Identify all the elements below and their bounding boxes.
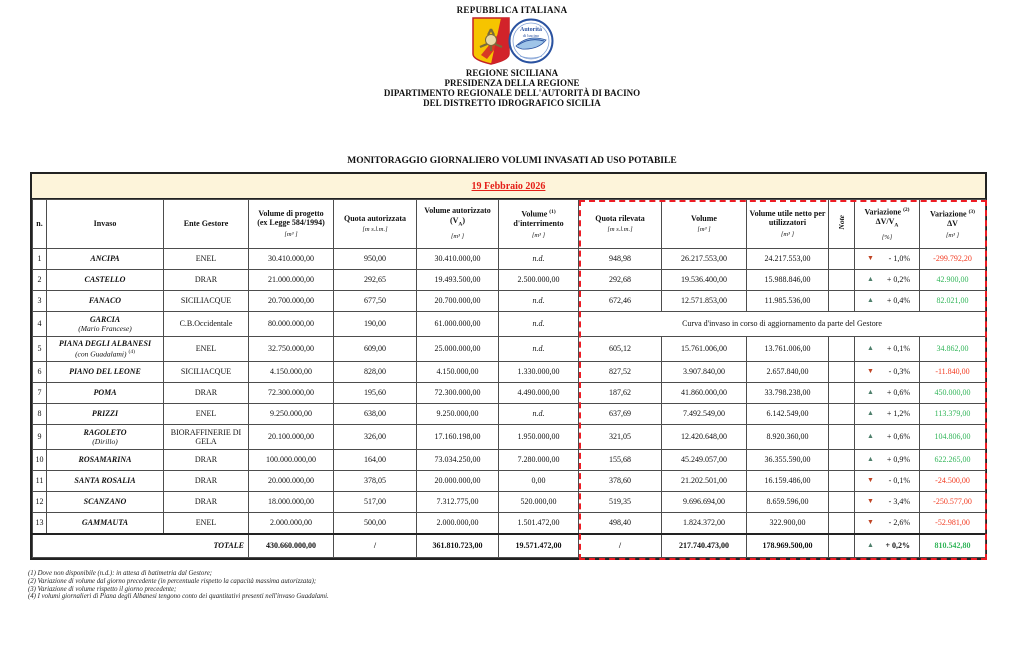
totale-variation-volume-cell: [920, 534, 986, 558]
net-usable-volume: 15.988.846,00: [747, 270, 829, 291]
variation-volume: 113.379,00: [934, 409, 971, 419]
silting-volume: n.d.: [499, 249, 579, 270]
measured-level: 378,60: [579, 471, 662, 492]
authorized-volume: 2.000.000,00: [417, 513, 499, 534]
column-header-label: Ente Gestore: [183, 219, 229, 229]
authorized-volume: 20.000.000,00: [417, 471, 499, 492]
authorized-volume: 4.150.000,00: [417, 362, 499, 383]
triangle-up-icon: ▲: [867, 541, 874, 549]
variation-percent: - 0,1%: [888, 476, 910, 486]
row-number: 6: [33, 362, 47, 383]
variation-percent: + 0,6%: [886, 432, 910, 442]
silting-volume: 520.000,00: [499, 492, 579, 513]
column-header-label: Variazione $^{(2)}$: [864, 206, 910, 217]
authorized-level: 950,00: [334, 249, 417, 270]
variation-percent-cell: [855, 425, 920, 450]
totale-silting-volume: 19.571.472,00: [499, 534, 579, 558]
note-cell: [829, 492, 855, 513]
column-header-interrimento: [499, 200, 579, 249]
measured-level: 672,46: [579, 291, 662, 312]
net-usable-volume: 8.659.596,00: [747, 492, 829, 513]
net-usable-volume: 16.159.486,00: [747, 471, 829, 492]
column-header-label: Quota rilevata: [595, 213, 645, 223]
measured-level: 827,52: [579, 362, 662, 383]
variation-percent-cell: [855, 337, 920, 362]
design-volume: 100.000.000,00: [249, 450, 334, 471]
row-number: 9: [33, 425, 47, 450]
managing-entity: DRAR: [164, 492, 249, 513]
silting-volume: 0,00: [499, 471, 579, 492]
totale-measured-level: /: [579, 534, 662, 558]
design-volume: 20.700.000,00: [249, 291, 334, 312]
variation-volume: 82.021,00: [936, 296, 969, 306]
variation-percent: + 1,2%: [886, 409, 910, 419]
authorized-volume: 19.493.500,00: [417, 270, 499, 291]
silting-volume: n.d.: [499, 312, 579, 337]
variation-percent-cell: [855, 362, 920, 383]
measured-volume: 7.492.549,00: [662, 404, 747, 425]
authorized-level: 609,00: [334, 337, 417, 362]
column-header-label: Invaso: [93, 219, 117, 229]
variation-volume-cell: [920, 450, 986, 471]
reservoir-name: ROSAMARINA: [47, 450, 164, 471]
variation-volume: 450.000,00: [934, 388, 971, 398]
variation-percent-cell: [855, 450, 920, 471]
table-row-9: [33, 425, 986, 450]
table-row-12: [33, 492, 986, 513]
net-usable-volume: 2.657.840,00: [747, 362, 829, 383]
variation-percent: + 0,2%: [885, 541, 910, 550]
reservoir-name: PRIZZI: [47, 404, 164, 425]
reservoir-name: POMA: [47, 383, 164, 404]
measured-level: 292,68: [579, 270, 662, 291]
variation-percent: - 0,3%: [888, 367, 910, 377]
variation-percent-cell: [855, 383, 920, 404]
reservoir-name: PIANO DEL LEONE: [47, 362, 164, 383]
reservoir-name: GAMMAUTA: [47, 513, 164, 534]
net-usable-volume: 322.900,00: [747, 513, 829, 534]
variation-volume-cell: [920, 362, 986, 383]
reservoir-name: FANACO: [47, 291, 164, 312]
net-usable-volume: 8.920.360,00: [747, 425, 829, 450]
managing-entity: ENEL: [164, 513, 249, 534]
variation-volume: 104.806,00: [934, 432, 971, 442]
variation-percent: + 0,4%: [886, 296, 910, 306]
silting-volume: 2.500.000,00: [499, 270, 579, 291]
table-body: [33, 249, 986, 558]
totale-net-usable-volume: 178.969.500,00: [747, 534, 829, 558]
column-header-gestore: [164, 200, 249, 249]
variation-percent-cell: [855, 270, 920, 291]
measured-volume: 45.249.057,00: [662, 450, 747, 471]
variation-percent-cell: [855, 513, 920, 534]
authorized-volume: 61.000.000,00: [417, 312, 499, 337]
silting-volume: n.d.: [499, 337, 579, 362]
row-number: 1: [33, 249, 47, 270]
managing-entity: ENEL: [164, 404, 249, 425]
column-header-invaso: [47, 200, 164, 249]
note-cell: [829, 471, 855, 492]
report-date: 19 Febbraio 2026: [471, 180, 546, 192]
managing-entity: DRAR: [164, 450, 249, 471]
table-row-5: [33, 337, 986, 362]
measured-volume: 21.202.501,00: [662, 471, 747, 492]
page-title: MONITORAGGIO GIORNALIERO VOLUMI INVASATI AD USO POTABILE: [347, 156, 677, 166]
svg-text:Autorità: Autorità: [519, 26, 542, 33]
reservoir-name: GARCIA (Mario Francese): [47, 312, 164, 337]
column-header-formula: ΔV: [947, 219, 958, 229]
column-header-label: Volume autorizzato: [424, 206, 491, 216]
column-header-label: Volume utile netto per utilizzatori: [749, 208, 826, 228]
table-row-13: [33, 513, 986, 534]
table-row-10: [33, 450, 986, 471]
row-number: 5: [33, 337, 47, 362]
sicily-coat-of-arms-logo: [471, 17, 511, 70]
measured-volume: 12.571.853,00: [662, 291, 747, 312]
basin-authority-logo: [508, 18, 554, 69]
variation-volume: -52.981,00: [935, 518, 970, 527]
silting-volume: 7.280.000,00: [499, 450, 579, 471]
column-header-label: Volume: [691, 213, 717, 223]
note-cell: [829, 383, 855, 404]
managing-entity: DRAR: [164, 270, 249, 291]
managing-entity: SICILIACQUE: [164, 362, 249, 383]
measured-volume: 1.824.372,00: [662, 513, 747, 534]
design-volume: 80.000.000,00: [249, 312, 334, 337]
measured-level: 519,35: [579, 492, 662, 513]
column-header-unit: [m s.l.m.]: [607, 226, 633, 233]
authorized-volume: 72.300.000,00: [417, 383, 499, 404]
variation-volume: -250.577,00: [933, 497, 972, 507]
authorized-level: 677,50: [334, 291, 417, 312]
authorized-volume: 73.034.250,00: [417, 450, 499, 471]
footnote-1: (1) Dove non disponibile (n.d.): in attesa di batimetria dal Gestore;: [28, 570, 212, 577]
monitoring-table: [32, 199, 986, 558]
measured-level: 187,62: [579, 383, 662, 404]
republic-title: REPUBBLICA ITALIANA: [456, 5, 568, 15]
silting-volume: 1.330.000,00: [499, 362, 579, 383]
column-header-label: n.: [36, 219, 43, 229]
net-usable-volume: 33.798.238,00: [747, 383, 829, 404]
variation-percent-cell: [855, 249, 920, 270]
triangle-up-icon: ▲: [867, 275, 874, 284]
measured-level: 605,12: [579, 337, 662, 362]
variation-volume: -299.792,20: [933, 254, 972, 264]
design-volume: 2.000.000,00: [249, 513, 334, 534]
totale-variation-percent-cell: [855, 534, 920, 558]
merged-message: Curva d'invaso in corso di aggiornamento da parte del Gestore: [579, 312, 986, 337]
column-header-label: Variazione $^{(3)}$: [929, 208, 975, 219]
managing-entity: ENEL: [164, 337, 249, 362]
variation-volume: 622.265,00: [934, 455, 971, 465]
column-header-var_dv: [920, 200, 986, 249]
measured-level: 321,05: [579, 425, 662, 450]
footnotes: [28, 570, 329, 601]
silting-volume: 4.490.000,00: [499, 383, 579, 404]
column-header-n: [33, 200, 47, 249]
silting-volume: 1.501.472,00: [499, 513, 579, 534]
table-wrap: [30, 172, 987, 560]
authorized-level: 638,00: [334, 404, 417, 425]
silting-volume: 1.950.000,00: [499, 425, 579, 450]
design-volume: 21.000.000,00: [249, 270, 334, 291]
silting-volume: n.d.: [499, 404, 579, 425]
variation-volume: -24.500,00: [935, 476, 970, 486]
table-row-3: [33, 291, 986, 312]
column-header-note: [829, 200, 855, 249]
triangle-down-icon: ▼: [867, 518, 874, 526]
column-header-label: Note: [836, 215, 846, 231]
variation-percent: + 0,1%: [886, 344, 910, 354]
variation-volume-cell: [920, 270, 986, 291]
net-usable-volume: 11.985.536,00: [747, 291, 829, 312]
totale-label: TOTALE: [33, 534, 249, 558]
row-number: 13: [33, 513, 47, 534]
variation-volume-cell: [920, 337, 986, 362]
variation-percent-cell: [855, 291, 920, 312]
note-cell: [829, 450, 855, 471]
measured-level: 498,40: [579, 513, 662, 534]
variation-percent: + 0,2%: [886, 275, 910, 285]
row-number: 4: [33, 312, 47, 337]
row-number: 7: [33, 383, 47, 404]
table-row-4: [33, 312, 986, 337]
triangle-up-icon: ▲: [867, 409, 874, 418]
authorized-level: 195,60: [334, 383, 417, 404]
totale-authorized-level: /: [334, 534, 417, 558]
org-line-4: DEL DISTRETTO IDROGRAFICO SICILIA: [423, 98, 601, 108]
authorized-level: 164,00: [334, 450, 417, 471]
variation-volume-cell: [920, 513, 986, 534]
triangle-up-icon: ▲: [867, 455, 874, 464]
note-cell: [829, 513, 855, 534]
variation-percent-cell: [855, 404, 920, 425]
managing-entity: BIORAFFINERIE DI GELA: [164, 425, 249, 450]
measured-level: 948,98: [579, 249, 662, 270]
column-header-quota_ril: [579, 200, 662, 249]
org-line-1: REGIONE SICILIANA: [465, 68, 559, 78]
totale-design-volume: 430.660.000,00: [249, 534, 334, 558]
table-row-11: [33, 471, 986, 492]
date-band: [32, 174, 985, 199]
reservoir-name: RAGOLETO (Dirillo): [47, 425, 164, 450]
managing-entity: DRAR: [164, 383, 249, 404]
design-volume: 4.150.000,00: [249, 362, 334, 383]
variation-volume: 42.900,00: [936, 275, 969, 285]
variation-volume-cell: [920, 291, 986, 312]
note-cell: [829, 249, 855, 270]
design-volume: 32.750.000,00: [249, 337, 334, 362]
silting-volume: n.d.: [499, 291, 579, 312]
column-header-vol_utile: [747, 200, 829, 249]
table-row-1: [33, 249, 986, 270]
note-cell: [829, 291, 855, 312]
authorized-volume: 20.700.000,00: [417, 291, 499, 312]
measured-level: 637,69: [579, 404, 662, 425]
table-row-6: [33, 362, 986, 383]
managing-entity: ENEL: [164, 249, 249, 270]
column-header-label: Volume di progetto (ex Legge 584/1994): [257, 208, 325, 228]
footnote-2: (2) Variazione di volume dal giorno precedente (in percentuale rispetto la capacità massima autorizzata);: [28, 577, 317, 585]
row-number: 12: [33, 492, 47, 513]
net-usable-volume: 36.355.590,00: [747, 450, 829, 471]
net-usable-volume: 6.142.549,00: [747, 404, 829, 425]
authorized-level: 828,00: [334, 362, 417, 383]
net-usable-volume: 24.217.553,00: [747, 249, 829, 270]
row-number: 3: [33, 291, 47, 312]
variation-percent: - 2,6%: [888, 518, 910, 527]
measured-volume: 41.860.000,00: [662, 383, 747, 404]
header-logos: [0, 18, 1024, 68]
managing-entity: C.B.Occidentale: [164, 312, 249, 337]
measured-level: 155,68: [579, 450, 662, 471]
totale-note-cell: [829, 534, 855, 558]
row-number: 11: [33, 471, 47, 492]
column-header-quota_aut: [334, 200, 417, 249]
footnote-3: (3) Variazione di volume rispetto il giorno precedente;: [28, 585, 177, 593]
columns-row: [33, 200, 986, 249]
authorized-level: 517,00: [334, 492, 417, 513]
design-volume: 20.000.000,00: [249, 471, 334, 492]
row-number: 10: [33, 450, 47, 471]
column-header-unit: [%]: [881, 233, 893, 241]
triangle-down-icon: ▼: [867, 497, 874, 506]
variation-percent-cell: [855, 492, 920, 513]
column-header-var_pct: [855, 200, 920, 249]
note-cell: [829, 337, 855, 362]
authorized-level: 326,00: [334, 425, 417, 450]
reservoir-name: SCANZANO: [47, 492, 164, 513]
variation-percent: - 3,4%: [888, 497, 910, 507]
totale-row: [33, 534, 986, 558]
variation-volume-cell: [920, 383, 986, 404]
authorized-level: 292,65: [334, 270, 417, 291]
net-usable-volume: 13.761.006,00: [747, 337, 829, 362]
row-number: 2: [33, 270, 47, 291]
column-header-label: Volume $^{(1)}$ d'interrimento: [513, 208, 564, 229]
triangle-up-icon: ▲: [867, 432, 874, 441]
column-header-unit: [m³ ]: [284, 230, 298, 238]
row-number: 8: [33, 404, 47, 425]
authorized-volume: 9.250.000,00: [417, 404, 499, 425]
variation-volume: 810.542,80: [934, 541, 971, 550]
variation-volume-cell: [920, 425, 986, 450]
variation-percent: + 0,6%: [886, 388, 910, 398]
variation-volume-cell: [920, 249, 986, 270]
variation-volume: 34.862,00: [936, 344, 969, 354]
note-cell: [829, 270, 855, 291]
authorized-level: 378,05: [334, 471, 417, 492]
reservoir-name: CASTELLO: [47, 270, 164, 291]
totale-authorized-volume: 361.810.723,00: [417, 534, 499, 558]
triangle-up-icon: ▲: [867, 388, 874, 397]
measured-volume: 12.420.648,00: [662, 425, 747, 450]
measured-volume: 19.536.400,00: [662, 270, 747, 291]
note-cell: [829, 404, 855, 425]
design-volume: 30.410.000,00: [249, 249, 334, 270]
design-volume: 72.300.000,00: [249, 383, 334, 404]
variation-percent: - 1,0%: [888, 254, 910, 264]
variation-volume: -11.840,00: [935, 367, 970, 377]
variation-percent-cell: [855, 471, 920, 492]
org-line-3: DIPARTIMENTO REGIONALE DELL'AUTORITÀ DI BACINO: [383, 88, 641, 98]
column-header-vol_aut: [417, 200, 499, 249]
column-header-unit: [m s.l.m.]: [362, 226, 388, 233]
column-header-unit: [m³ ]: [697, 226, 711, 233]
variation-percent: + 0,9%: [886, 455, 910, 465]
reservoir-name: ANCIPA: [47, 249, 164, 270]
authorized-level: 190,00: [334, 312, 417, 337]
authorized-volume: 7.312.775,00: [417, 492, 499, 513]
column-header-unit: [m³ ]: [780, 230, 795, 238]
authorized-volume: 30.410.000,00: [417, 249, 499, 270]
authorized-volume: 17.160.198,00: [417, 425, 499, 450]
triangle-down-icon: ▼: [867, 367, 874, 376]
design-volume: 20.100.000,00: [249, 425, 334, 450]
triangle-down-icon: ▼: [867, 254, 874, 263]
variation-volume-cell: [920, 492, 986, 513]
authorized-level: 500,00: [334, 513, 417, 534]
table-row-7: [33, 383, 986, 404]
managing-entity: DRAR: [164, 471, 249, 492]
measured-volume: 26.217.553,00: [662, 249, 747, 270]
reservoir-name: PIANA DEGLI ALBANESI (con Guadalami) $^{(4)}$: [47, 337, 164, 362]
variation-volume-cell: [920, 404, 986, 425]
document-header: [0, 5, 1024, 68]
note-cell: [829, 362, 855, 383]
column-header-unit: [m³ ]: [945, 231, 960, 239]
design-volume: 9.250.000,00: [249, 404, 334, 425]
footnote-4: (4) I volumi giornalieri di Piana degli Albanesi tengono conto dei quantitativi presenti nell'invaso Guadalami.: [28, 593, 329, 601]
table-row-8: [33, 404, 986, 425]
measured-volume: 15.761.006,00: [662, 337, 747, 362]
org-line-2: PRESIDENZA DELLA REGIONE: [444, 78, 580, 88]
triangle-up-icon: ▲: [867, 344, 874, 353]
column-header-vol_progetto: [249, 200, 334, 249]
column-header-formula: $\Delta V/V_A$: [875, 216, 899, 229]
measured-volume: 9.696.694,00: [662, 492, 747, 513]
authorized-volume: 25.000.000,00: [417, 337, 499, 362]
note-cell: [829, 425, 855, 450]
column-header-unit: [m³ ]: [450, 233, 465, 241]
managing-entity: SICILIACQUE: [164, 291, 249, 312]
column-header-label: Quota autorizzata: [344, 213, 406, 223]
design-volume: 18.000.000,00: [249, 492, 334, 513]
triangle-down-icon: ▼: [867, 476, 874, 485]
column-header-volume: [662, 200, 747, 249]
totale-measured-volume: 217.740.473,00: [662, 534, 747, 558]
column-header-formula: $(V_A)$: [449, 215, 466, 228]
organization-lines: [0, 68, 1024, 108]
reservoir-name: SANTA ROSALIA: [47, 471, 164, 492]
table-row-2: [33, 270, 986, 291]
variation-volume-cell: [920, 471, 986, 492]
measured-volume: 3.907.840,00: [662, 362, 747, 383]
column-header-unit: [m³ ]: [531, 231, 546, 239]
svg-text:di bacino: di bacino: [522, 32, 539, 38]
triangle-up-icon: ▲: [867, 296, 874, 305]
